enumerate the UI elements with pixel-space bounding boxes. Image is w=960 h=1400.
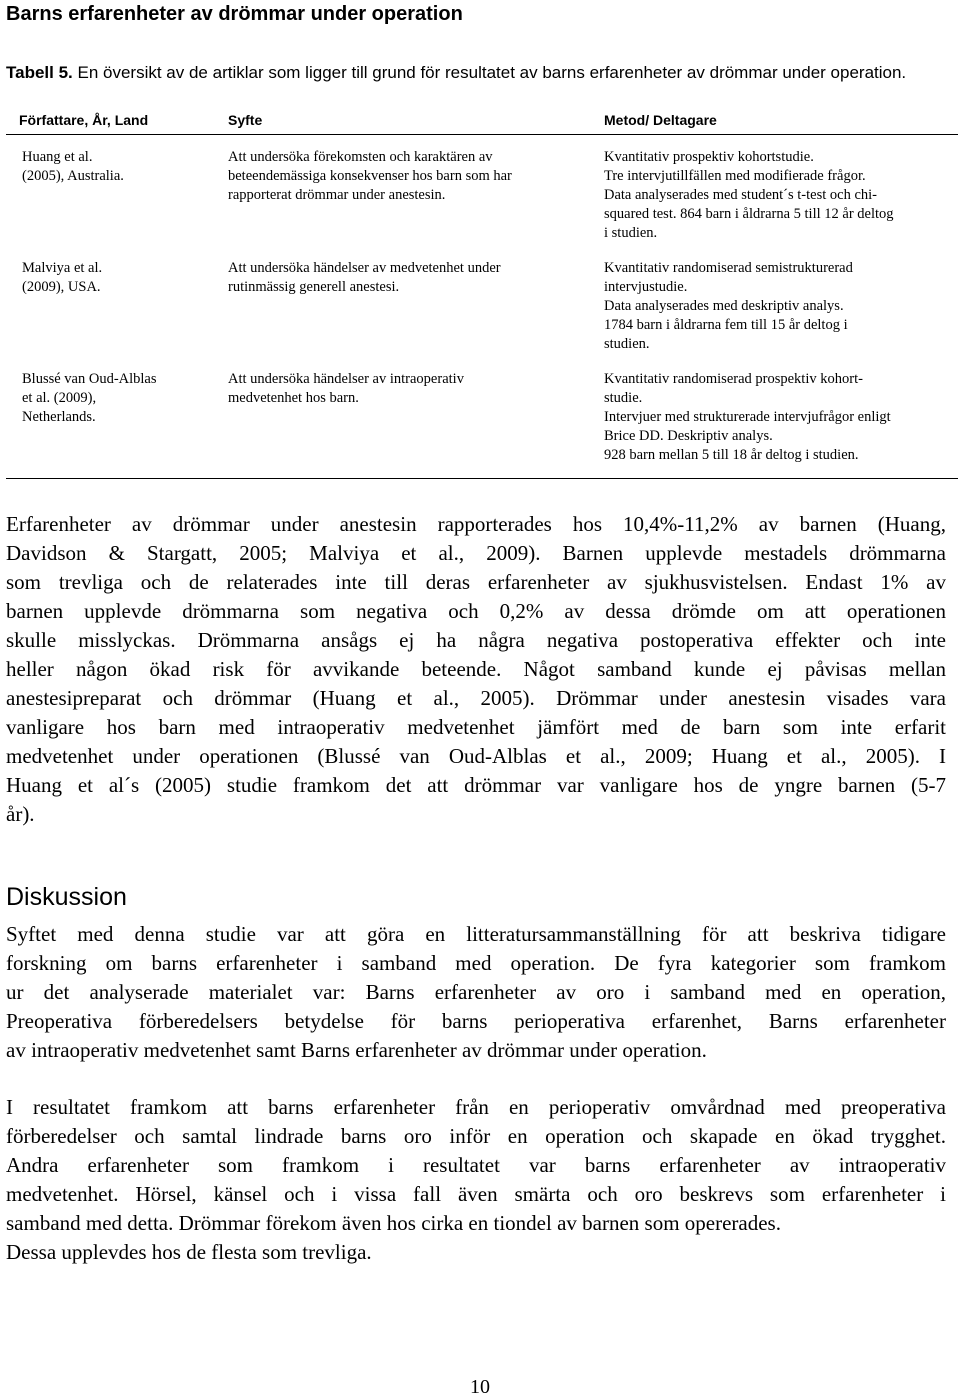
- table-caption-label: Tabell 5.: [6, 63, 73, 82]
- table-cell-method: Kvantitativ prospektiv kohortstudie. Tre intervjutillfällen med modifierade frågor. Data analyserades med student´s t-test och chi- squared test. 864 barn i åldrarna 5 till 12 år deltog i studien.: [604, 149, 894, 241]
- table-header-method: Metod/ Deltagare: [604, 112, 717, 128]
- table-cell-author: Huang et al. (2005), Australia.: [22, 149, 124, 184]
- table-cell-author: Blussé van Oud-Alblas et al. (2009), Netherlands.: [22, 371, 157, 425]
- table-cell-purpose: Att undersöka händelser av intraoperativ medvetenhet hos barn.: [228, 371, 464, 406]
- results-paragraph: Erfarenheter av drömmar under anestesin rapporterades hos 10,4%-11,2% av barnen (Huang, Davidson & Stargatt, 2005; Malviya et al., 2009). Barnen upplevde mestadels drömmarna som trevliga och de relaterades inte till deras erfarenheter av sjukhusvistelsen. Endast 1% av barnen upplevde drömmarna som negativa och 0,2% av dessa drömde om att operationen skulle misslyckas. Drömmarna ansågs ej ha några negativa postoperativa effekter och inte heller någon ökad risk för avvikande beteende. Något samband kunde ej påvisas mellan anestesipreparat och drömmar (Huang et al., 2005). Drömmar under anestesin visades vara vanligare hos barn med intraoperativ medvetenhet jämfört med de barn som inte erfarit medvetenhet under operationen (Blussé van Oud-Alblas et al., 2009; Huang et al., 2005). I Huang et al´s (2005) studie framkom det att drömmar var vanligare hos de yngre barnen (5-7 år).: [6, 512, 946, 826]
- table-caption-text: En översikt av de artiklar som ligger till grund för resultatet av barns erfarenheter av drömmar under operation.: [72, 63, 907, 82]
- discussion-paragraph-1: Syftet med denna studie var att göra en litteratursammanställning för att beskriva tidigare forskning om barns erfarenheter i samband med operation. De fyra kategorier som framkom ur det analyserade materialet var: Barns erfarenheter av oro i samband med en operation, Preoperativa förberedelsers betydelse för barns perioperativa erfarenhet, Barns erfarenheter av intraoperativ medvetenhet samt Barns erfarenheter av drömmar under operation.: [6, 922, 946, 1062]
- table-header-author: Författare, År, Land: [19, 112, 149, 128]
- table-cell-method: Kvantitativ randomiserad prospektiv kohort- studie. Intervjuer med strukturerade intervjufrågor enligt Brice DD. Deskriptiv analys. 928 barn mellan 5 till 18 år deltog i studien.: [604, 371, 891, 463]
- discussion-paragraph-2: I resultatet framkom att barns erfarenheter från en perioperativ omvårdnad med preoperativa förberedelser och samtal lindrade barns oro inför en operation och skapade en ökad trygghet. Andra erfarenheter som framkom i resultatet var barns erfarenheter av intraoperativ medvetenhet. Hörsel, känsel och i vissa fall även smärta och oro beskrevs som erfarenheter i samband med detta. Drömmar förekom även hos cirka en tiondel av barnen som opererades. Dessa upplevdes hos de flesta som trevliga.: [6, 1095, 946, 1264]
- table-header-purpose: Syfte: [228, 112, 263, 128]
- section-title: Barns erfarenheter av drömmar under operation: [6, 3, 463, 25]
- table-cell-author: Malviya et al. (2009), USA.: [22, 260, 103, 295]
- page-number: 10: [470, 1376, 490, 1398]
- table-cell-method: Kvantitativ randomiserad semistrukturerad intervjustudie. Data analyserades med deskriptiv analys. 1784 barn i åldrarna fem till 15 år deltog i studien.: [604, 260, 853, 352]
- table-cell-purpose: Att undersöka förekomsten och karaktären av beteendemässiga konsekvenser hos barn som har rapporterat drömmar under anestesin.: [228, 149, 512, 203]
- table-cell-purpose: Att undersöka händelser av medvetenhet under rutinmässig generell anestesi.: [228, 260, 501, 295]
- discussion-heading: Diskussion: [6, 883, 127, 911]
- table-caption: [6, 63, 956, 83]
